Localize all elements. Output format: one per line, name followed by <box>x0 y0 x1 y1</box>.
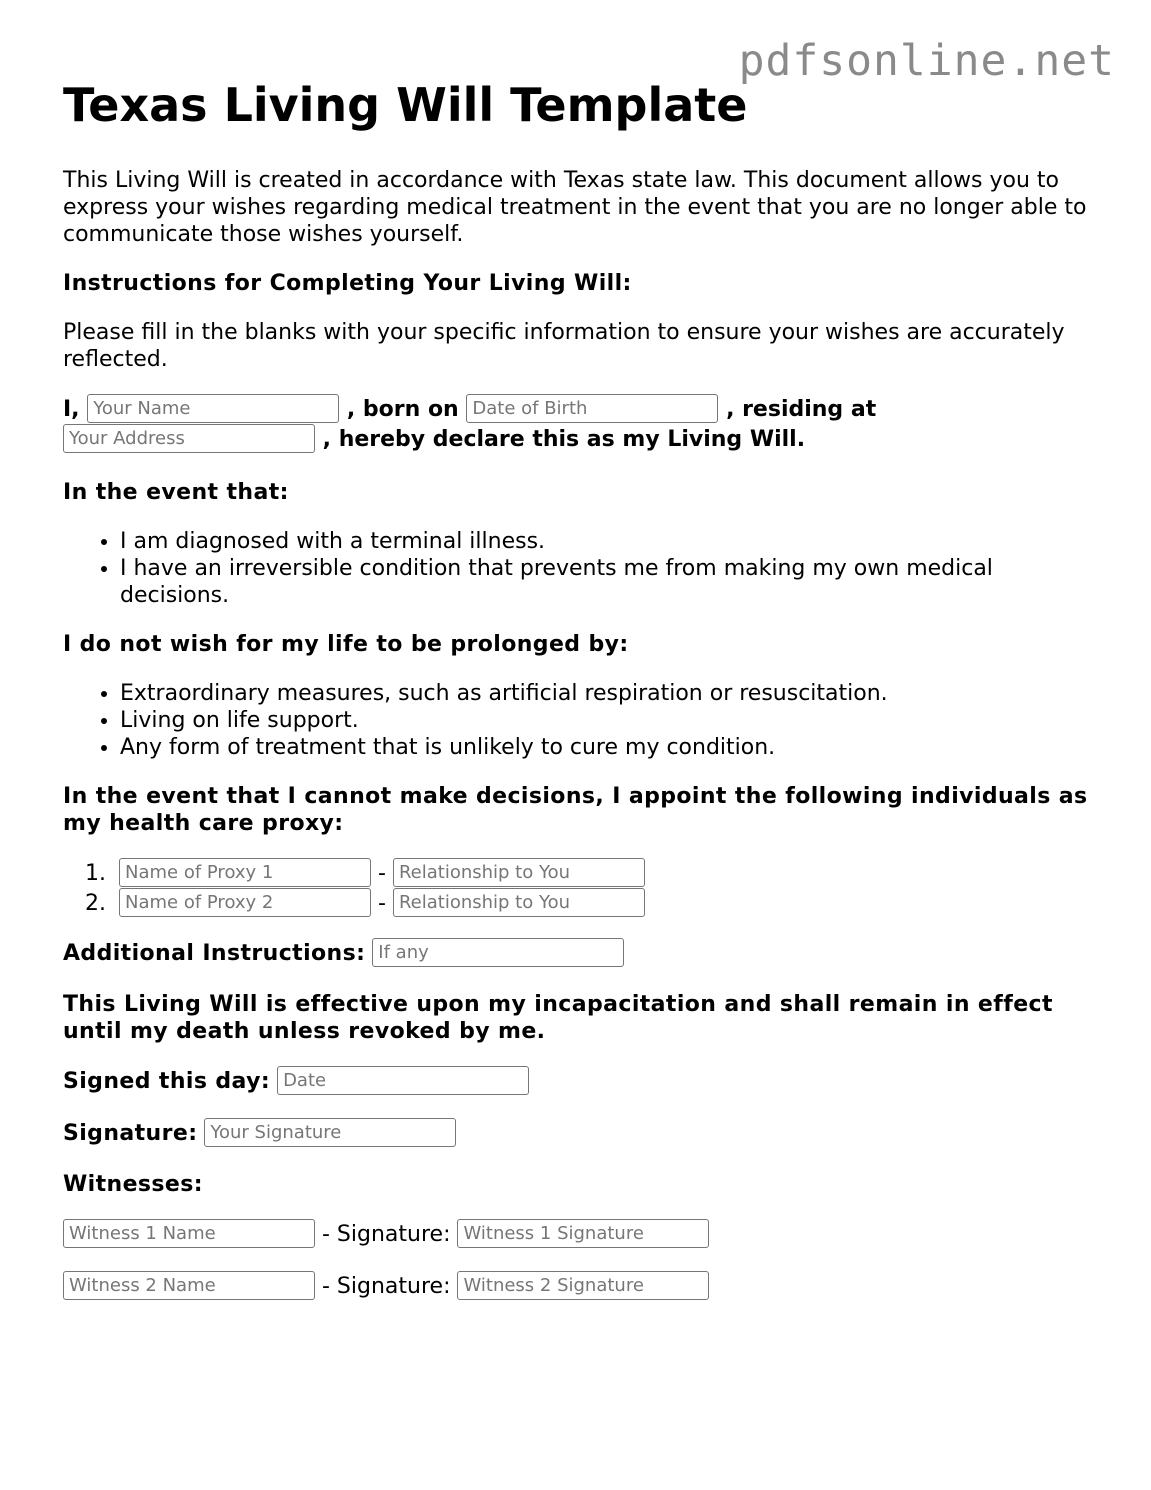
witness-2-name-input[interactable]: Witness 2 Name <box>63 1271 315 1300</box>
event-list <box>63 528 1093 609</box>
signature-label: Signature: <box>63 1121 198 1147</box>
proxy-2-name-input[interactable]: Name of Proxy 2 <box>119 888 371 917</box>
list-item: • I have an irreversible condition that prevents me from making my own medical decisions. <box>120 555 1093 609</box>
witness-1-name-input[interactable]: Witness 1 Name <box>63 1219 315 1248</box>
instructions-heading: Instructions for Completing Your Living Will: <box>63 271 632 297</box>
additional-instructions-row <box>63 939 1093 969</box>
additional-instructions-label: Additional Instructions: <box>63 941 366 967</box>
signed-date-input[interactable]: Date <box>277 1066 529 1095</box>
list-item: • Any form of treatment that is unlikely to cure my condition. <box>120 734 1093 761</box>
instructions-text: Please fill in the blanks with your specific information to ensure your wishes are accurately reflected. <box>63 320 1065 373</box>
signed-date-row <box>63 1067 1093 1097</box>
witnesses-heading: Witnesses: <box>63 1172 203 1198</box>
page-title: Texas Living Will Template <box>63 78 748 132</box>
name-input[interactable]: Your Name <box>87 394 339 423</box>
proxy-2-relationship-input[interactable]: Relationship to You <box>393 888 645 917</box>
declaration <box>63 395 1093 455</box>
witness-1-signature-input[interactable]: Witness 1 Signature <box>457 1219 709 1248</box>
signature-input[interactable]: Your Signature <box>204 1118 456 1147</box>
declaration-prefix: I, <box>63 397 80 423</box>
event-heading: In the event that: <box>63 480 289 506</box>
proxy-separator: - <box>378 891 386 917</box>
born-on-label: , born on <box>346 397 459 423</box>
proxy-1-relationship-input[interactable]: Relationship to You <box>393 858 645 887</box>
address-input[interactable]: Your Address <box>63 424 315 453</box>
list-item: • Living on life support. <box>120 707 1093 734</box>
prolong-heading: I do not wish for my life to be prolonged by: <box>63 632 629 658</box>
witness-row <box>63 1272 1093 1302</box>
proxy-separator: - <box>378 861 386 887</box>
signature-row <box>63 1119 1093 1149</box>
date-of-birth-input[interactable]: Date of Birth <box>466 394 718 423</box>
additional-instructions-input[interactable]: If any <box>372 938 624 967</box>
proxy-1-name-input[interactable]: Name of Proxy 1 <box>119 858 371 887</box>
list-item: • I am diagnosed with a terminal illness. <box>120 528 1093 555</box>
witness-signature-label: - Signature: <box>322 1274 451 1300</box>
proxy-list <box>63 859 1093 919</box>
witness-2-signature-input[interactable]: Witness 2 Signature <box>457 1271 709 1300</box>
proxy-row <box>113 859 1093 889</box>
prolong-list <box>63 680 1093 761</box>
intro-paragraph: This Living Will is created in accordance with Texas state law. This document allows you to express your wishes regarding medical treatment in the event that you are no longer able to communicate those wishes yourself. <box>63 168 1087 248</box>
witness-signature-label: - Signature: <box>322 1222 451 1248</box>
watermark: pdfsonline.net <box>738 36 1115 86</box>
list-item: • Extraordinary measures, such as artificial respiration or resuscitation. <box>120 680 1093 707</box>
effective-text: This Living Will is effective upon my incapacitation and shall remain in effect until my death unless revoked by me. <box>63 992 1053 1045</box>
witness-row <box>63 1220 1093 1250</box>
declaration-suffix: , hereby declare this as my Living Will. <box>322 427 806 453</box>
proxy-heading: In the event that I cannot make decisions, I appoint the following individuals as my health care proxy: <box>63 784 1088 837</box>
signed-date-label: Signed this day: <box>63 1069 271 1095</box>
document-page <box>63 78 1093 1324</box>
residing-at-label: , residing at <box>726 397 877 423</box>
proxy-row <box>113 889 1093 919</box>
